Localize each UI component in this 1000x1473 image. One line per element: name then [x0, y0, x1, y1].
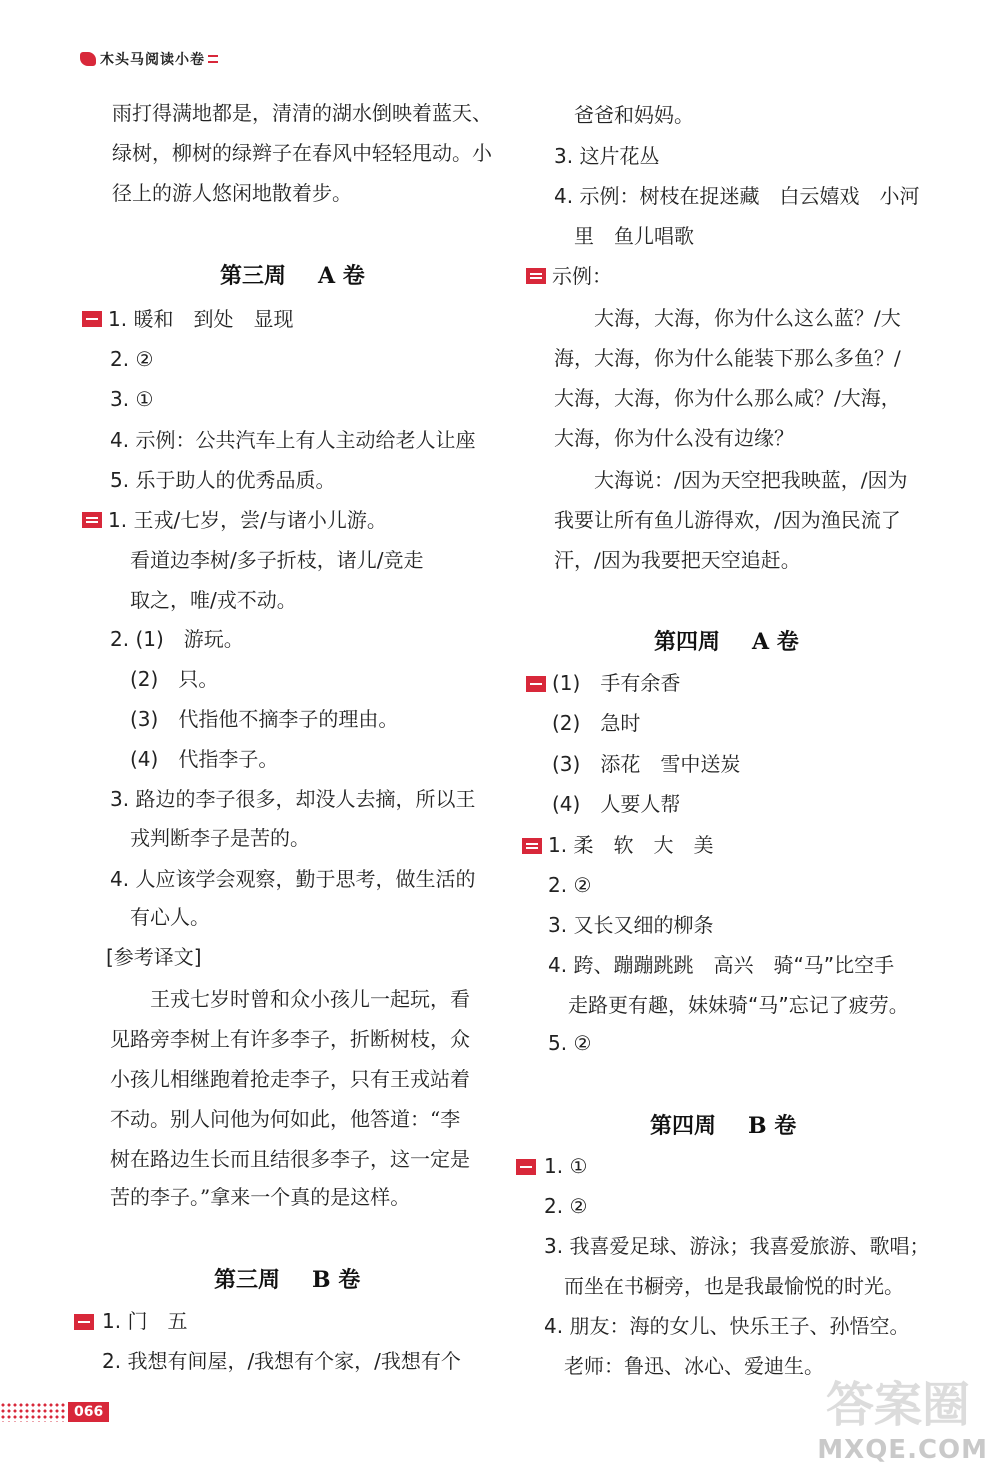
answer-line: 4. 人应该学会观察，勤于思考，做生活的 — [110, 867, 476, 891]
section-title-variant: B 卷 — [312, 1267, 361, 1293]
section-title-week3-b — [214, 1266, 360, 1294]
translation-line: 苦的李子。”拿来一个真的是这样。 — [110, 1185, 411, 1209]
horse-logo-icon — [80, 52, 96, 66]
answer-line: 4. 朋友：海的女儿、快乐王子、孙悟空。 — [544, 1314, 910, 1338]
answer-line: 我要让所有鱼儿游得欢，/因为渔民流了 — [554, 508, 901, 532]
answer-line: 2. (1) 游玩。 — [110, 627, 244, 651]
section-title-text: 第三周 — [214, 1267, 281, 1293]
header-lines-icon — [208, 55, 218, 63]
answer-line: (4) 人要人帮 — [552, 792, 681, 816]
answer-line: 戎判断李子是苦的。 — [130, 826, 310, 850]
translation-line: 见路旁李树上有许多李子，折断树枝，众 — [110, 1027, 470, 1051]
answer-line: 取之，唯/戎不动。 — [130, 588, 297, 612]
watermark-logo: 答案圈 — [825, 1377, 970, 1433]
section-title-week3-a — [220, 262, 365, 290]
translation-line: 不动。别人问他为何如此，他答道：“李 — [110, 1107, 461, 1131]
answer-line: 大海说：/因为天空把我映蓝，/因为 — [594, 468, 908, 492]
answer-line: 2. ② — [548, 873, 592, 897]
decorative-dots-icon — [0, 1402, 66, 1422]
answer-line: (3) 代指他不摘李子的理由。 — [130, 707, 399, 731]
answer-line: 4. 示例：树枝在捉迷藏 白云嬉戏 小河 — [554, 184, 920, 208]
answer-line: 1. 柔 软 大 美 — [548, 833, 714, 857]
answer-line: 老师：鲁迅、冰心、爱迪生。 — [564, 1354, 824, 1378]
section-title-week4-a — [654, 628, 799, 656]
part-two-marker-icon — [526, 268, 546, 284]
answer-line: 大海，大海，你为什么这么蓝？/大 — [594, 306, 901, 330]
answer-line: (3) 添花 雪中送炭 — [552, 752, 741, 776]
translation-line: 树在路边生长而且结很多李子，这一定是 — [110, 1147, 470, 1171]
part-one-marker-icon — [526, 676, 546, 692]
intro-line: 雨打得满地都是，清清的湖水倒映着蓝天、 — [112, 101, 492, 125]
page-number-area — [0, 1400, 109, 1424]
translation-line: 王戎七岁时曾和众小孩儿一起玩，看 — [150, 987, 470, 1011]
answer-line: (2) 只。 — [130, 667, 219, 691]
watermark-text: MXQE.COM — [817, 1435, 988, 1465]
part-two-marker-icon — [522, 838, 542, 854]
intro-line: 径上的游人悠闲地散着步。 — [112, 181, 352, 205]
header-title: 木头马阅读小卷 — [100, 52, 205, 68]
translation-line: 小孩儿相继跑着抢走李子，只有王戎站着 — [110, 1067, 470, 1091]
header-bar — [80, 48, 218, 70]
page-number: 066 — [68, 1402, 109, 1422]
section-title-variant: A 卷 — [318, 263, 365, 289]
answer-line: (2) 急时 — [552, 711, 641, 735]
answer-line: 而坐在书橱旁，也是我最愉悦的时光。 — [564, 1274, 904, 1298]
answer-line: 3. 我喜爱足球、游泳；我喜爱旅游、歌唱； — [544, 1234, 930, 1258]
answer-line: 示例： — [552, 264, 612, 288]
answer-line: 有心人。 — [130, 905, 210, 929]
answer-line: 4. 示例：公共汽车上有人主动给老人让座 — [110, 428, 476, 452]
part-one-marker-icon — [74, 1314, 94, 1330]
answer-line: 海，大海，你为什么能装下那么多鱼？/ — [554, 346, 901, 370]
part-one-marker-icon — [82, 311, 102, 327]
section-title-text: 第三周 — [220, 263, 287, 289]
answer-line: 5. 乐于助人的优秀品质。 — [110, 468, 336, 492]
reference-translation-label: [参考译文] — [106, 945, 202, 969]
answer-line: (1) 手有余香 — [552, 671, 681, 695]
answer-line: 走路更有趣，妹妹骑“马”忘记了疲劳。 — [568, 993, 909, 1017]
answer-line: 大海，你为什么没有边缘？ — [554, 426, 794, 450]
section-title-text: 第四周 — [650, 1113, 717, 1139]
answer-line: 2. ② — [110, 347, 154, 371]
answer-line: 2. 我想有间屋，/我想有个家，/我想有个 — [102, 1349, 461, 1373]
intro-line: 绿树，柳树的绿辫子在春风中轻轻甩动。小 — [112, 141, 492, 165]
answer-line: 里 鱼儿唱歌 — [574, 224, 694, 248]
answer-line: 爸爸和妈妈。 — [574, 103, 694, 127]
section-title-text: 第四周 — [654, 629, 721, 655]
answer-line: 1. 暖和 到处 显现 — [108, 307, 294, 331]
answer-line: 4. 跨、蹦蹦跳跳 高兴 骑“马”比空手 — [548, 953, 895, 977]
section-title-variant: A 卷 — [752, 629, 799, 655]
answer-line: (4) 代指李子。 — [130, 747, 279, 771]
answer-line: 汗，/因为我要把天空追赶。 — [554, 548, 801, 572]
answer-line: 5. ② — [548, 1031, 592, 1055]
part-two-marker-icon — [82, 512, 102, 528]
answer-line: 3. 又长又细的柳条 — [548, 913, 714, 937]
answer-line: 2. ② — [544, 1194, 588, 1218]
answer-line: 1. 门 五 — [102, 1309, 188, 1333]
answer-line: 3. 路边的李子很多，却没人去摘，所以王 — [110, 787, 476, 811]
answer-line: 1. 王戎/七岁，尝/与诸小儿游。 — [108, 508, 387, 532]
answer-line: 看道边李树/多子折枝，诸儿/竞走 — [130, 548, 424, 572]
section-title-week4-b — [650, 1112, 796, 1140]
part-one-marker-icon — [516, 1159, 536, 1175]
answer-line: 3. 这片花丛 — [554, 144, 660, 168]
answer-line: 3. ① — [110, 387, 154, 411]
section-title-variant: B 卷 — [748, 1113, 797, 1139]
answer-line: 大海，大海，你为什么那么咸？/大海， — [554, 386, 901, 410]
answer-line: 1. ① — [544, 1154, 588, 1178]
